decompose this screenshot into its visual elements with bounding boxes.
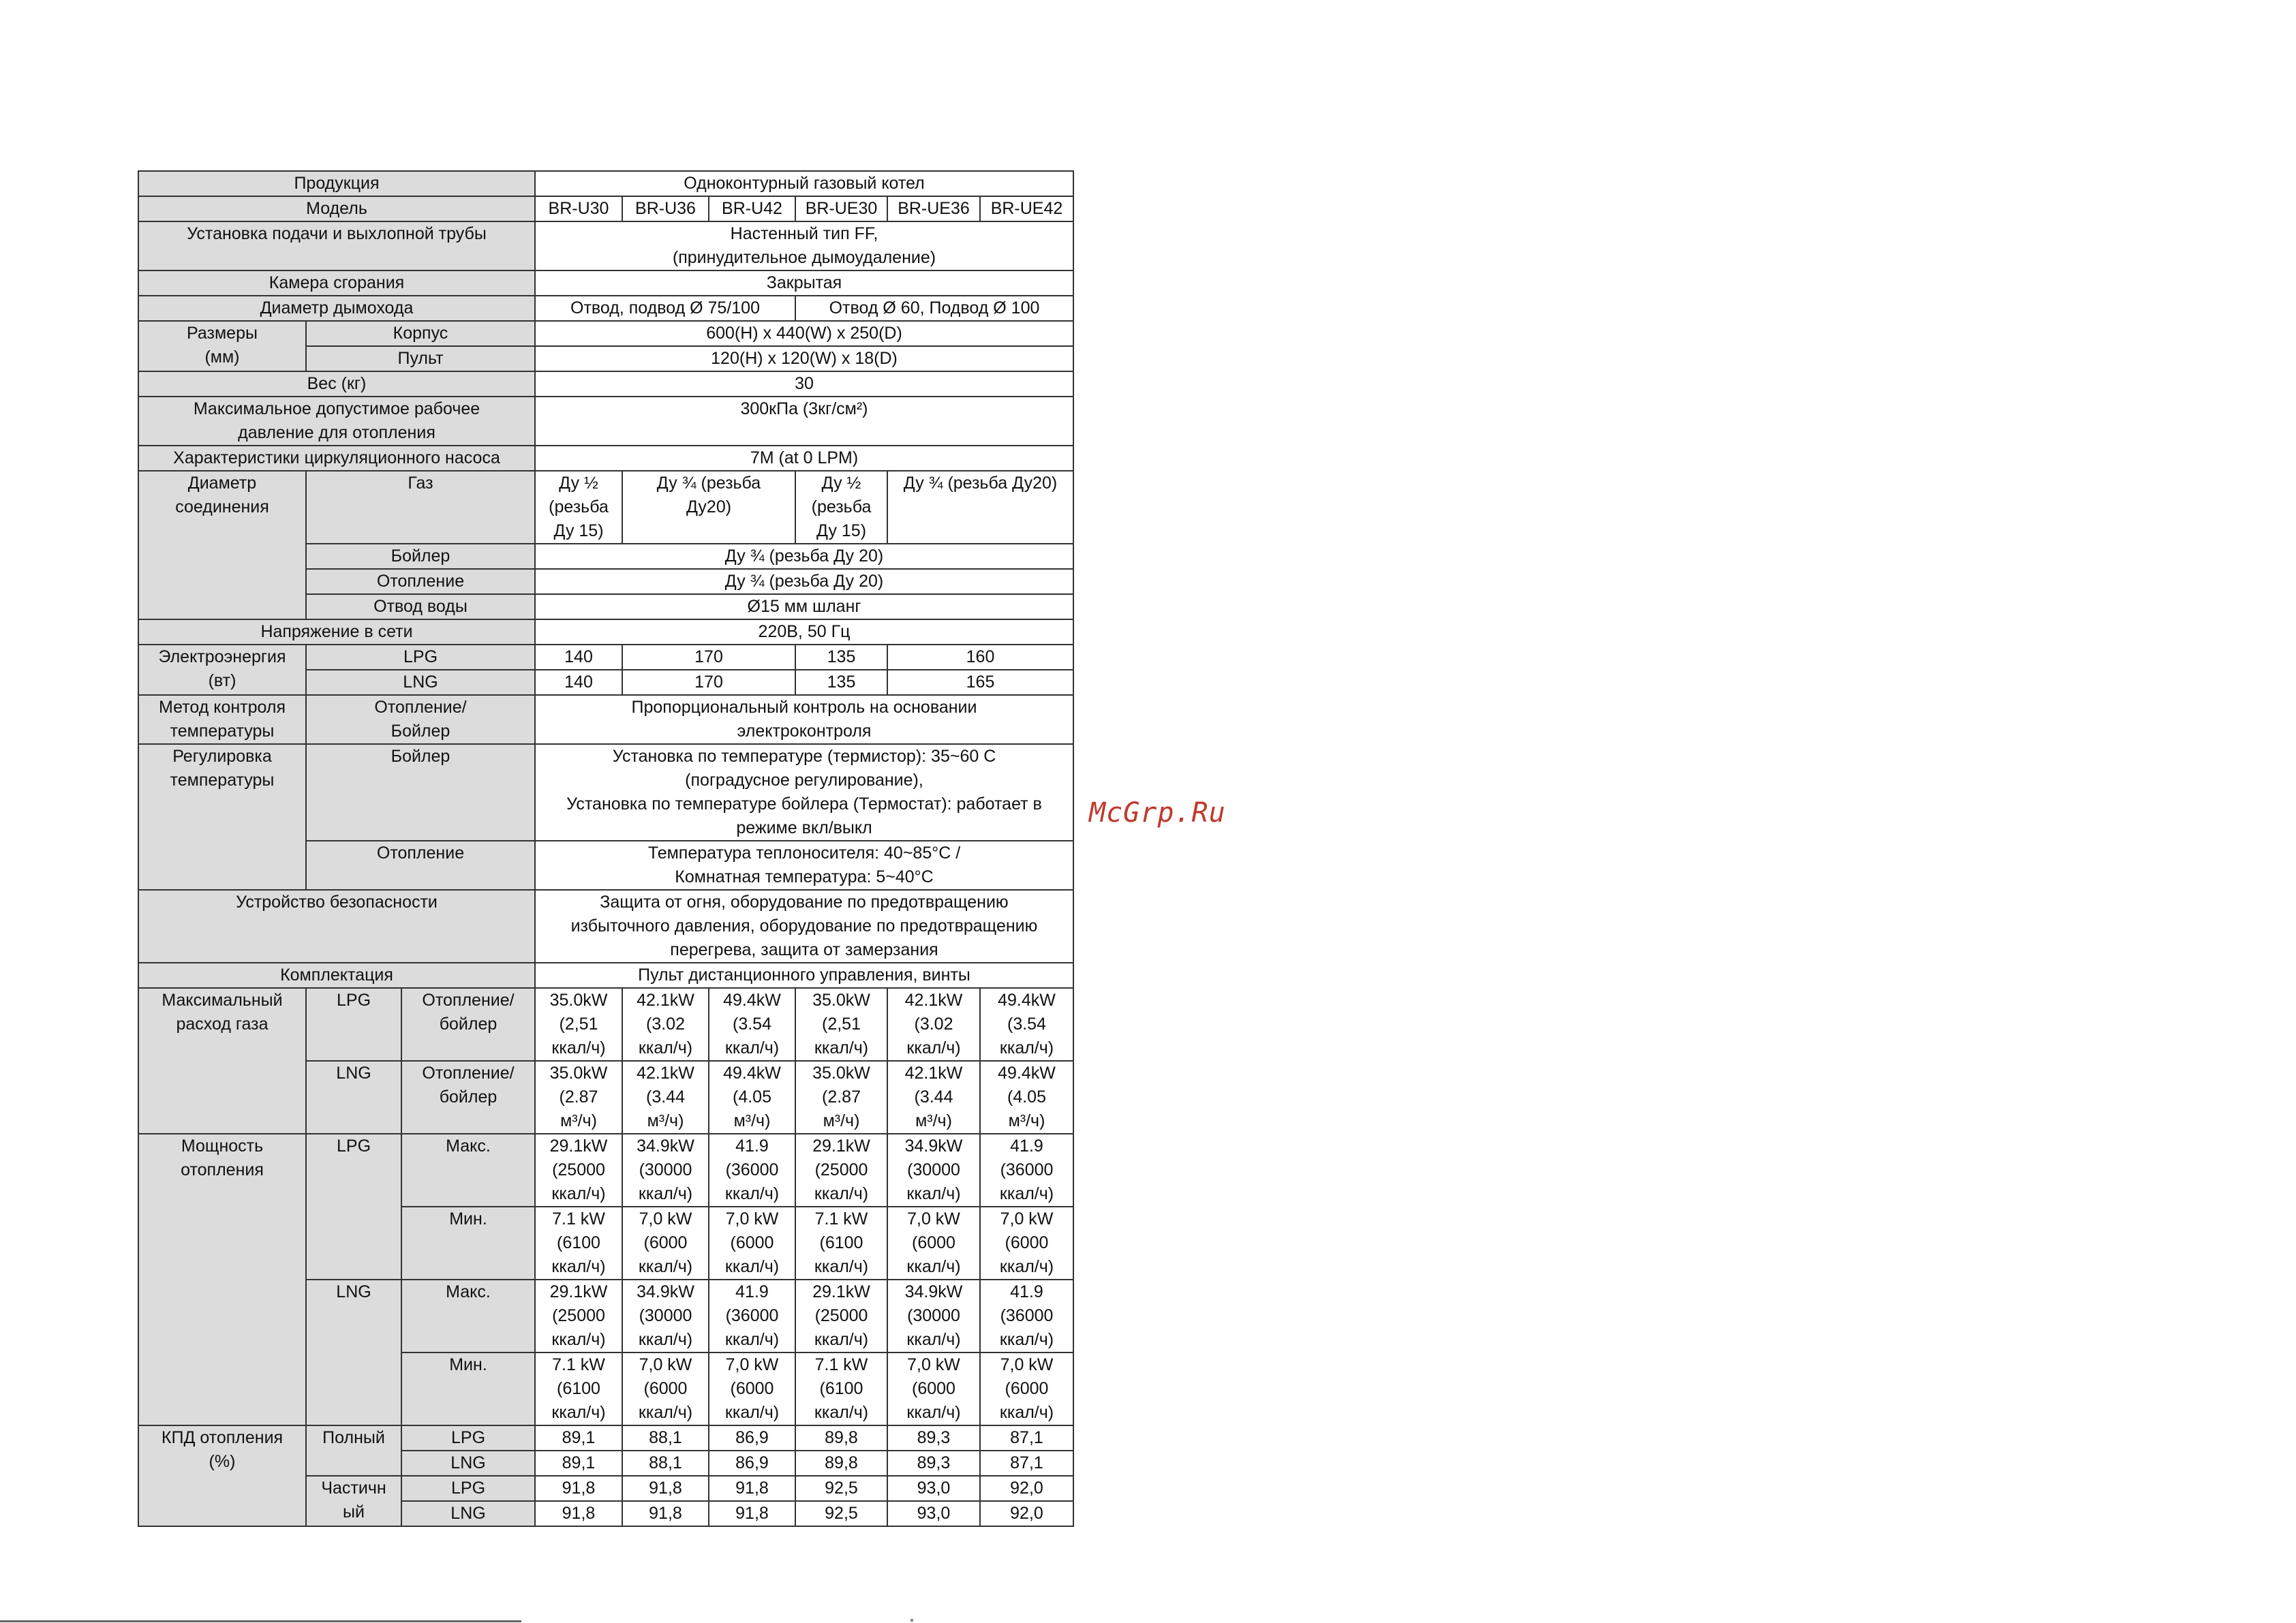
row-header-cell: Отопление: [306, 569, 535, 594]
row-header-cell: Мин.: [401, 1352, 535, 1425]
value-cell: 87,1: [980, 1451, 1073, 1476]
value-cell: 7,0 kW (6000 ккал/ч): [980, 1352, 1073, 1425]
row-header-cell: Размеры (мм): [138, 321, 306, 371]
value-cell: 92,5: [795, 1476, 887, 1501]
value-cell: Ду ½ (резьба Ду 15): [535, 471, 622, 544]
value-cell: 140: [535, 645, 622, 670]
table-row: [138, 446, 1073, 471]
value-cell: 41.9 (36000 ккал/ч): [980, 1134, 1073, 1207]
table-row: [138, 619, 1073, 645]
row-header-cell: Пульт: [306, 346, 535, 371]
value-cell: 600(H) x 440(W) x 250(D): [535, 321, 1073, 346]
row-header-cell: Напряжение в сети: [138, 619, 535, 645]
value-cell: 49.4kW (3.54 ккал/ч): [980, 988, 1073, 1061]
value-cell: 135: [795, 670, 887, 695]
value-cell: 49.4kW (3.54 ккал/ч): [709, 988, 795, 1061]
row-header-cell: Полный: [306, 1425, 401, 1476]
value-cell: 7,0 kW (6000 ккал/ч): [887, 1352, 980, 1425]
value-cell: 91,8: [709, 1476, 795, 1501]
row-header-cell: Газ: [306, 471, 535, 544]
value-cell: Пульт дистанционного управления, винты: [535, 963, 1073, 988]
value-cell: Закрытая: [535, 270, 1073, 296]
value-cell: 35.0kW (2.87 м³/ч): [795, 1061, 887, 1134]
row-header-cell: Частичн ый: [306, 1476, 401, 1526]
value-cell: 91,8: [709, 1501, 795, 1526]
value-cell: 88,1: [622, 1425, 709, 1451]
table-row: [138, 963, 1073, 988]
row-header-cell: LNG: [401, 1501, 535, 1526]
value-cell: Ø15 мм шланг: [535, 594, 1073, 619]
row-header-cell: КПД отопления (%): [138, 1425, 306, 1526]
value-cell: 35.0kW (2.87 м³/ч): [535, 1061, 622, 1134]
value-cell: 34.9kW (30000 ккал/ч): [622, 1280, 709, 1352]
value-cell: Защита от огня, оборудование по предотвращению избыточного давления, оборудование по предотвращению перегрева, защита от замерзания: [535, 890, 1073, 963]
value-cell: BR-U30: [535, 196, 622, 221]
value-cell: Ду ¾ (резьба Ду20): [887, 471, 1073, 544]
row-header-cell: LPG: [401, 1425, 535, 1451]
table-row: [138, 270, 1073, 296]
value-cell: 300кПа (3кг/см²): [535, 397, 1073, 446]
value-cell: 92,5: [795, 1501, 887, 1526]
row-header-cell: Отопление/ бойлер: [401, 988, 535, 1061]
value-cell: 91,8: [622, 1501, 709, 1526]
row-header-cell: Максимальное допустимое рабочее давление для отопления: [138, 397, 535, 446]
row-header-cell: LPG: [306, 1134, 401, 1280]
spec-table: [138, 170, 1074, 1527]
value-cell: 7,0 kW (6000 ккал/ч): [622, 1352, 709, 1425]
value-cell: 91,8: [535, 1501, 622, 1526]
value-cell: Отвод, подвод Ø 75/100: [535, 296, 795, 321]
row-header-cell: LNG: [306, 1061, 401, 1134]
value-cell: 92,0: [980, 1501, 1073, 1526]
row-header-cell: Отвод воды: [306, 594, 535, 619]
value-cell: 7,0 kW (6000 ккал/ч): [887, 1207, 980, 1280]
row-header-cell: Характеристики циркуляционного насоса: [138, 446, 535, 471]
value-cell: 41.9 (36000 ккал/ч): [709, 1280, 795, 1352]
table-row: [138, 196, 1073, 221]
value-cell: Ду ¾ (резьба Ду 20): [535, 569, 1073, 594]
table-row: [138, 296, 1073, 321]
value-cell: 7.1 kW (6100 ккал/ч): [795, 1207, 887, 1280]
table-row: [138, 695, 1073, 744]
row-header-cell: Максимальный расход газа: [138, 988, 306, 1134]
table-row: [138, 171, 1073, 196]
row-header-cell: Комплектация: [138, 963, 535, 988]
value-cell: 41.9 (36000 ккал/ч): [980, 1280, 1073, 1352]
spec-table-body: [138, 171, 1073, 1526]
value-cell: 89,8: [795, 1425, 887, 1451]
value-cell: 29.1kW (25000 ккал/ч): [535, 1134, 622, 1207]
row-header-cell: Отопление/ бойлер: [401, 1061, 535, 1134]
row-header-cell: Камера сгорания: [138, 270, 535, 296]
value-cell: BR-UE42: [980, 196, 1073, 221]
value-cell: 30: [535, 371, 1073, 397]
row-header-cell: LNG: [306, 1280, 401, 1425]
value-cell: Установка по температуре (термистор): 35~60 C (поградусное регулирование), Установка по температуре бойлера (Термостат): работает в режиме вкл/выкл: [535, 744, 1073, 841]
footer-mark: [910, 1619, 913, 1622]
value-cell: 35.0kW (2,51 ккал/ч): [535, 988, 622, 1061]
row-header-cell: Модель: [138, 196, 535, 221]
row-header-cell: Устройство безопасности: [138, 890, 535, 963]
value-cell: 35.0kW (2,51 ккал/ч): [795, 988, 887, 1061]
value-cell: 170: [622, 645, 795, 670]
value-cell: Одноконтурный газовый котел: [535, 171, 1073, 196]
table-row: [138, 988, 1073, 1061]
row-header-cell: LPG: [306, 988, 401, 1061]
value-cell: 7.1 kW (6100 ккал/ч): [535, 1352, 622, 1425]
value-cell: 34.9kW (30000 ккал/ч): [622, 1134, 709, 1207]
row-header-cell: Бойлер: [306, 544, 535, 569]
value-cell: 34.9kW (30000 ккал/ч): [887, 1280, 980, 1352]
row-header-cell: Макс.: [401, 1134, 535, 1207]
value-cell: 135: [795, 645, 887, 670]
value-cell: 42.1kW (3.44 м³/ч): [887, 1061, 980, 1134]
table-row: [138, 890, 1073, 963]
row-header-cell: Метод контроля температуры: [138, 695, 306, 744]
value-cell: BR-U36: [622, 196, 709, 221]
value-cell: Ду ¾ (резьба Ду 20): [535, 544, 1073, 569]
value-cell: Температура теплоносителя: 40~85°C / Комнатная температура: 5~40°C: [535, 841, 1073, 890]
value-cell: 49.4kW (4.05 м³/ч): [709, 1061, 795, 1134]
table-row: [138, 321, 1073, 346]
row-header-cell: Корпус: [306, 321, 535, 346]
value-cell: Пропорциональный контроль на основании электроконтроля: [535, 695, 1073, 744]
row-header-cell: LNG: [306, 670, 535, 695]
table-row: [138, 371, 1073, 397]
value-cell: 29.1kW (25000 ккал/ч): [795, 1134, 887, 1207]
footer-divider: [0, 1620, 521, 1622]
value-cell: 89,3: [887, 1425, 980, 1451]
row-header-cell: Диаметр соединения: [138, 471, 306, 619]
row-header-cell: Установка подачи и выхлопной трубы: [138, 221, 535, 270]
row-header-cell: LPG: [401, 1476, 535, 1501]
table-row: [138, 1425, 1073, 1451]
value-cell: BR-UE36: [887, 196, 980, 221]
value-cell: 220В, 50 Гц: [535, 619, 1073, 645]
value-cell: Ду ½ (резьба Ду 15): [795, 471, 887, 544]
value-cell: 34.9kW (30000 ккал/ч): [887, 1134, 980, 1207]
value-cell: BR-U42: [709, 196, 795, 221]
value-cell: 170: [622, 670, 795, 695]
value-cell: 86,9: [709, 1425, 795, 1451]
value-cell: 91,8: [622, 1476, 709, 1501]
row-header-cell: Электроэнергия (вт): [138, 645, 306, 695]
value-cell: 91,8: [535, 1476, 622, 1501]
row-header-cell: Вес (кг): [138, 371, 535, 397]
value-cell: 89,1: [535, 1451, 622, 1476]
value-cell: 87,1: [980, 1425, 1073, 1451]
value-cell: 7,0 kW (6000 ккал/ч): [622, 1207, 709, 1280]
table-row: [138, 471, 1073, 544]
row-header-cell: Отопление: [306, 841, 535, 890]
value-cell: 140: [535, 670, 622, 695]
value-cell: 89,8: [795, 1451, 887, 1476]
value-cell: 160: [887, 645, 1073, 670]
table-row: [138, 397, 1073, 446]
value-cell: 7M (at 0 LPM): [535, 446, 1073, 471]
row-header-cell: LNG: [401, 1451, 535, 1476]
table-row: [138, 645, 1073, 670]
value-cell: 7.1 kW (6100 ккал/ч): [795, 1352, 887, 1425]
value-cell: Настенный тип FF, (принудительное дымоудаление): [535, 221, 1073, 270]
value-cell: BR-UE30: [795, 196, 887, 221]
value-cell: 93,0: [887, 1476, 980, 1501]
value-cell: 49.4kW (4.05 м³/ч): [980, 1061, 1073, 1134]
value-cell: 29.1kW (25000 ккал/ч): [535, 1280, 622, 1352]
value-cell: 86,9: [709, 1451, 795, 1476]
table-row: [138, 221, 1073, 270]
value-cell: 89,3: [887, 1451, 980, 1476]
row-header-cell: Бойлер: [306, 744, 535, 841]
row-header-cell: Мощность отопления: [138, 1134, 306, 1425]
value-cell: 42.1kW (3.02 ккал/ч): [622, 988, 709, 1061]
table-row: [138, 1134, 1073, 1207]
value-cell: Отвод Ø 60, Подвод Ø 100: [795, 296, 1073, 321]
row-header-cell: Мин.: [401, 1207, 535, 1280]
value-cell: 89,1: [535, 1425, 622, 1451]
value-cell: 7,0 kW (6000 ккал/ч): [709, 1207, 795, 1280]
row-header-cell: Макс.: [401, 1280, 535, 1352]
value-cell: 165: [887, 670, 1073, 695]
value-cell: 88,1: [622, 1451, 709, 1476]
value-cell: Ду ¾ (резьба Ду20): [622, 471, 795, 544]
watermark: McGrp.Ru: [1089, 797, 1226, 829]
value-cell: 7,0 kW (6000 ккал/ч): [980, 1207, 1073, 1280]
value-cell: 120(H) x 120(W) x 18(D): [535, 346, 1073, 371]
row-header-cell: Диаметр дымохода: [138, 296, 535, 321]
value-cell: 93,0: [887, 1501, 980, 1526]
row-header-cell: LPG: [306, 645, 535, 670]
value-cell: 29.1kW (25000 ккал/ч): [795, 1280, 887, 1352]
value-cell: 42.1kW (3.44 м³/ч): [622, 1061, 709, 1134]
value-cell: 7,0 kW (6000 ккал/ч): [709, 1352, 795, 1425]
value-cell: 92,0: [980, 1476, 1073, 1501]
value-cell: 42.1kW (3.02 ккал/ч): [887, 988, 980, 1061]
row-header-cell: Отопление/ Бойлер: [306, 695, 535, 744]
row-header-cell: Продукция: [138, 171, 535, 196]
value-cell: 7.1 kW (6100 ккал/ч): [535, 1207, 622, 1280]
value-cell: 41.9 (36000 ккал/ч): [709, 1134, 795, 1207]
table-row: [138, 744, 1073, 841]
row-header-cell: Регулировка температуры: [138, 744, 306, 890]
